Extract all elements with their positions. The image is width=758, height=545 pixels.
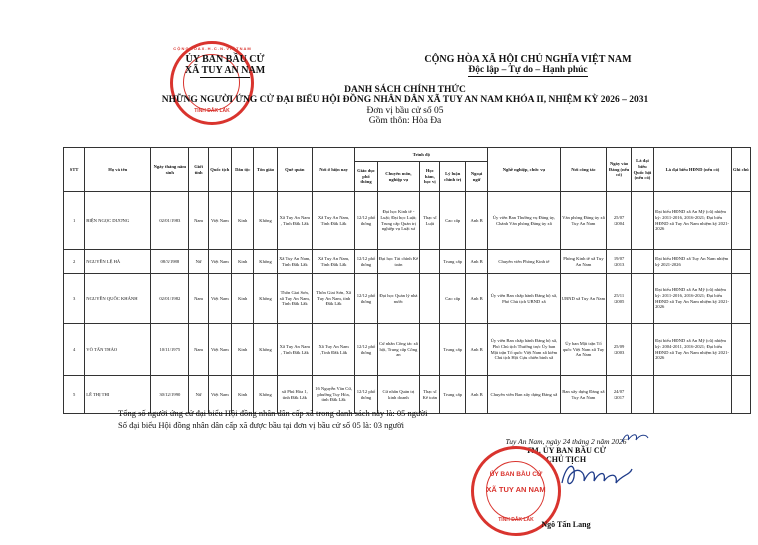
cell-dob: 30/12/1990 bbox=[151, 376, 189, 414]
cell-hometown: Xã Tuy An Nam , Tỉnh Đắk Lắk bbox=[277, 324, 312, 376]
header-hometown: Quê quán bbox=[277, 148, 312, 192]
cell-language: Anh B bbox=[465, 192, 487, 250]
cell-name: BIỆN NGỌC DƯƠNG bbox=[85, 192, 151, 250]
cell-stt: 3 bbox=[64, 274, 85, 324]
table-row bbox=[64, 250, 751, 274]
header-religion: Tôn giáo bbox=[254, 148, 277, 192]
org-underline bbox=[200, 77, 250, 78]
cell-sex: Nam bbox=[189, 324, 208, 376]
cell-sex: Nam bbox=[189, 274, 208, 324]
cell-sex: Nam bbox=[189, 192, 208, 250]
cell-politics: Trung cấp bbox=[440, 250, 466, 274]
cell-nationality: Việt Nam bbox=[208, 376, 231, 414]
cell-name: NGUYỄN QUỐC KHÁNH bbox=[85, 274, 151, 324]
cell-religion: Không bbox=[254, 376, 277, 414]
table-row bbox=[64, 324, 751, 376]
country-name: CỘNG HÒA XÃ HỘI CHỦ NGHĨA VIỆT NAM bbox=[424, 54, 632, 65]
header-name: Họ và tên bbox=[85, 148, 151, 192]
header-notes: Ghi chú bbox=[731, 148, 750, 192]
electoral-unit: Đơn vị bầu cử số 05 bbox=[366, 106, 444, 116]
cell-party-date: 25/07 /2004 bbox=[607, 192, 631, 250]
cell-hometown: Xã Tuy An Nam , Tỉnh Đắk Lắk bbox=[277, 192, 312, 250]
cell-hdnd-delegate bbox=[654, 376, 732, 414]
header-general: Giáo dục phổ thông bbox=[355, 162, 377, 192]
cell-notes bbox=[731, 274, 750, 324]
summary-elected: Số đại biểu Hội đồng nhân dân cấp xã được bầu tại đơn vị bầu cử số 05 là: 03 người bbox=[118, 420, 405, 430]
cell-ethnicity: Kinh bbox=[232, 274, 254, 324]
cell-major: Cử nhân Quản trị kinh doanh bbox=[377, 376, 420, 414]
cell-hdnd-delegate: Đại biểu HĐND xã Tuy An Nam nhiệm kỳ 2021-2026 bbox=[654, 250, 732, 274]
signer-name: Ngô Tấn Lang bbox=[541, 520, 591, 529]
cell-dob: 02/01/1983 bbox=[151, 192, 189, 250]
cell-degree bbox=[420, 274, 440, 324]
signer-role: TM. ỦY BAN BẦU CỬ bbox=[525, 446, 607, 455]
cell-notes bbox=[731, 324, 750, 376]
cell-residence: Xã Tuy An Nam, Tỉnh Đắk Lắk bbox=[312, 192, 355, 250]
cell-notes bbox=[731, 376, 750, 414]
cell-residence: Thôn Giai Sơn, Xã Tuy An Nam, tỉnh Đắk Lắk bbox=[312, 274, 355, 324]
cell-nationality: Việt Nam bbox=[208, 250, 231, 274]
cell-residence: 16 Nguyễn Văn Cừ, phường Tuy Hòa, tỉnh Đắk Lắk bbox=[312, 376, 355, 414]
cell-occupation: Ủy viên Ban Thường vụ Đảng ủy, Chánh Văn phòng Đảng ủy xã bbox=[488, 192, 560, 250]
document-subtitle: NHỮNG NGƯỜI ỨNG CỬ ĐẠI BIỂU HỘI ĐỒNG NHÂN DÂN XÃ TUY AN NAM KHÓA II, NHIỆM KỲ 2026 – 2031 bbox=[161, 95, 649, 105]
cell-nationality: Việt Nam bbox=[208, 274, 231, 324]
cell-occupation: Chuyên viên Ban xây dựng Đảng xã bbox=[488, 376, 560, 414]
seal-bottom-text: TỈNH ĐẮK LẮK bbox=[194, 108, 230, 114]
cell-hdnd-delegate: Đại biểu HĐND xã An Mỹ (cũ) nhiệm kỳ: 2011-2016, 2016-2021; Đại biểu HĐND xã Tuy An Nam nhiệm kỳ 2021-2026 bbox=[654, 274, 732, 324]
org-name-line1: ỦY BAN BẦU CỬ bbox=[185, 54, 265, 65]
cell-occupation: Ủy viên Ban chấp hành Đảng bộ xã, Phó Chủ tịch Thường trực Ủy ban Mặt trận Tổ quốc Việt Nam xã kiêm Chủ tịch Hội Cựu chiến binh xã bbox=[488, 324, 560, 376]
cell-language: Anh B bbox=[465, 324, 487, 376]
cell-name: LÊ THỊ THI bbox=[85, 376, 151, 414]
handwritten-signature bbox=[556, 455, 636, 495]
cell-workplace: Ban xây dựng Đảng xã Tuy An Nam bbox=[560, 376, 607, 414]
cell-workplace: Ủy ban Mặt trận Tổ quốc Việt Nam xã Tuy An Nam bbox=[560, 324, 607, 376]
cell-workplace: UBND xã Tuy An Nam bbox=[560, 274, 607, 324]
header-workplace: Nơi công tác bbox=[560, 148, 607, 192]
cell-major: Đại học Kinh tế - Luật; Đại học Luật; Trung cấp Quản trị nghiệp vụ Luật sư bbox=[377, 192, 420, 250]
cell-stt: 5 bbox=[64, 376, 85, 414]
cell-workplace: Văn phòng Đảng ủy xã Tuy An Nam bbox=[560, 192, 607, 250]
cell-notes bbox=[731, 250, 750, 274]
table-row bbox=[64, 192, 751, 250]
cell-dob: 08/3/1988 bbox=[151, 250, 189, 274]
cell-hometown: Thôn Giai Sơn, xã Tuy An Nam, Tỉnh Đắk Lắk bbox=[277, 274, 312, 324]
cell-party-date: 25/09 /2003 bbox=[607, 324, 631, 376]
date-initials bbox=[620, 430, 650, 446]
cell-na-delegate bbox=[631, 324, 653, 376]
bottom-seal-middle: XÃ TUY AN NAM bbox=[486, 485, 546, 494]
header-politics: Lý luận chính trị bbox=[440, 162, 466, 192]
cell-na-delegate bbox=[631, 250, 653, 274]
villages: Gồm thôn: Hòa Đa bbox=[368, 116, 442, 126]
cell-sex: Nữ bbox=[189, 250, 208, 274]
cell-workplace: Phòng Kinh tế xã Tuy An Nam bbox=[560, 250, 607, 274]
cell-general: 12/12 phổ thông bbox=[355, 274, 377, 324]
cell-stt: 2 bbox=[64, 250, 85, 274]
cell-religion: Không bbox=[254, 324, 277, 376]
header-occupation: Nghề nghiệp, chức vụ bbox=[488, 148, 560, 192]
table-row bbox=[64, 274, 751, 324]
cell-na-delegate bbox=[631, 192, 653, 250]
cell-religion: Không bbox=[254, 192, 277, 250]
cell-name: NGUYỄN LỆ HÀ bbox=[85, 250, 151, 274]
cell-degree: Thạc sĩ Luật bbox=[420, 192, 440, 250]
cell-general: 12/12 phổ thông bbox=[355, 324, 377, 376]
header-hdnd-delegate: Là đại biểu HĐND (nếu có) bbox=[654, 148, 732, 192]
header-dob: Ngày tháng năm sinh bbox=[151, 148, 189, 192]
cell-sex: Nữ bbox=[189, 376, 208, 414]
cell-politics: Cao cấp bbox=[440, 192, 466, 250]
cell-language: Anh B bbox=[465, 274, 487, 324]
cell-nationality: Việt Nam bbox=[208, 192, 231, 250]
cell-ethnicity: Kinh bbox=[232, 192, 254, 250]
header-major: Chuyên môn, nghiệp vụ bbox=[377, 162, 420, 192]
cell-hdnd-delegate: Đại biểu HĐND xã An Mỹ (cũ) nhiệm kỳ: 2011-2016, 2016-2021; Đại biểu HĐND xã Tuy An Nam nhiệm kỳ 2021-2026 bbox=[654, 192, 732, 250]
cell-degree bbox=[420, 324, 440, 376]
cell-name: VÕ TẤN THẢO bbox=[85, 324, 151, 376]
cell-occupation: Ủy viên Ban chấp hành Đảng bộ xã, Phó Chủ tịch UBND xã bbox=[488, 274, 560, 324]
cell-occupation: Chuyên viên Phòng Kinh tế bbox=[488, 250, 560, 274]
cell-residence: Xã Tuy An Nam, Tỉnh Đắk Lắk bbox=[312, 250, 355, 274]
cell-dob: 10/11/1975 bbox=[151, 324, 189, 376]
header-nationality: Quốc tịch bbox=[208, 148, 231, 192]
cell-general: 12/12 phổ thông bbox=[355, 192, 377, 250]
seal-ring-text: C Ộ N G H Ò A X . H . C . N . V I Ệ T N A M bbox=[173, 46, 251, 51]
header-stt: STT bbox=[64, 148, 85, 192]
cell-degree: Thạc sĩ Kế toán bbox=[420, 376, 440, 414]
cell-politics: Trung cấp bbox=[440, 376, 466, 414]
header-sex: Giới tính bbox=[189, 148, 208, 192]
cell-general: 12/12 phổ thông bbox=[355, 376, 377, 414]
header-residence: Nơi ở hiện nay bbox=[312, 148, 355, 192]
cell-religion: Không bbox=[254, 250, 277, 274]
cell-politics: Cao cấp bbox=[440, 274, 466, 324]
cell-degree bbox=[420, 250, 440, 274]
header-ethnicity: Dân tộc bbox=[232, 148, 254, 192]
cell-language: Anh B bbox=[465, 250, 487, 274]
motto-underline bbox=[468, 76, 588, 77]
header-degree: Học hàm, học vị bbox=[420, 162, 440, 192]
signer-title: CHỦ TỊCH bbox=[545, 455, 587, 464]
cell-nationality: Việt Nam bbox=[208, 324, 231, 376]
org-name-line2: XÃ TUY AN NAM bbox=[184, 65, 266, 76]
cell-general: 12/12 phổ thông bbox=[355, 250, 377, 274]
header-na-delegate: Là đại biểu Quốc hội (nếu có) bbox=[631, 148, 653, 192]
motto: Độc lập – Tự do – Hạnh phúc bbox=[468, 65, 588, 75]
document-title: DANH SÁCH CHÍNH THỨC bbox=[344, 85, 466, 95]
header-language: Ngoại ngữ bbox=[465, 162, 487, 192]
cell-hdnd-delegate: Đại biểu HĐND xã An Mỹ (cũ) nhiệm kỳ: 2004-2011, 2016-2021; Đại biểu HĐND xã Tuy An Nam nhiệm kỳ 2021-2026 bbox=[654, 324, 732, 376]
cell-residence: Xã Tuy An Nam ,Tỉnh Đắk Lắk bbox=[312, 324, 355, 376]
cell-religion: Không bbox=[254, 274, 277, 324]
cell-language: Anh B bbox=[465, 376, 487, 414]
cell-stt: 4 bbox=[64, 324, 85, 376]
cell-ethnicity: Kinh bbox=[232, 376, 254, 414]
cell-party-date: 25/11 /2005 bbox=[607, 274, 631, 324]
header-education: Trình độ bbox=[355, 148, 488, 162]
cell-major: Cử nhân Công tác xã hội, Trung cấp Công an bbox=[377, 324, 420, 376]
cell-major: Đại học Tài chính Kế toán bbox=[377, 250, 420, 274]
cell-party-date: 19/07 /2013 bbox=[607, 250, 631, 274]
candidate-table bbox=[63, 147, 751, 414]
cell-politics: Trung cấp bbox=[440, 324, 466, 376]
header-party-date: Ngày vào Đảng (nếu có) bbox=[607, 148, 631, 192]
cell-hometown: xã Phú Hòa 1, tỉnh Đắk Lắk bbox=[277, 376, 312, 414]
cell-notes bbox=[731, 192, 750, 250]
summary-total: Tổng số người ứng cử đại biểu Hội đồng nhân dân cấp xã trong danh sách này là: 05 người bbox=[118, 408, 428, 418]
cell-ethnicity: Kinh bbox=[232, 324, 254, 376]
cell-party-date: 24/07 /2017 bbox=[607, 376, 631, 414]
bottom-seal-top: ỦY BAN BẦU CỬ bbox=[489, 471, 543, 478]
bottom-seal-bottom: TỈNH ĐẮK LẮK bbox=[498, 517, 534, 523]
cell-ethnicity: Kinh bbox=[232, 250, 254, 274]
cell-hometown: Xã Tuy An Nam, Tỉnh Đắk Lắk bbox=[277, 250, 312, 274]
cell-major: Đại học Quản lý nhà nước bbox=[377, 274, 420, 324]
cell-na-delegate bbox=[631, 274, 653, 324]
cell-stt: 1 bbox=[64, 192, 85, 250]
signing-date: Tuy An Nam, ngày 24 tháng 2 năm 2026 bbox=[505, 437, 627, 446]
cell-dob: 02/01/1982 bbox=[151, 274, 189, 324]
